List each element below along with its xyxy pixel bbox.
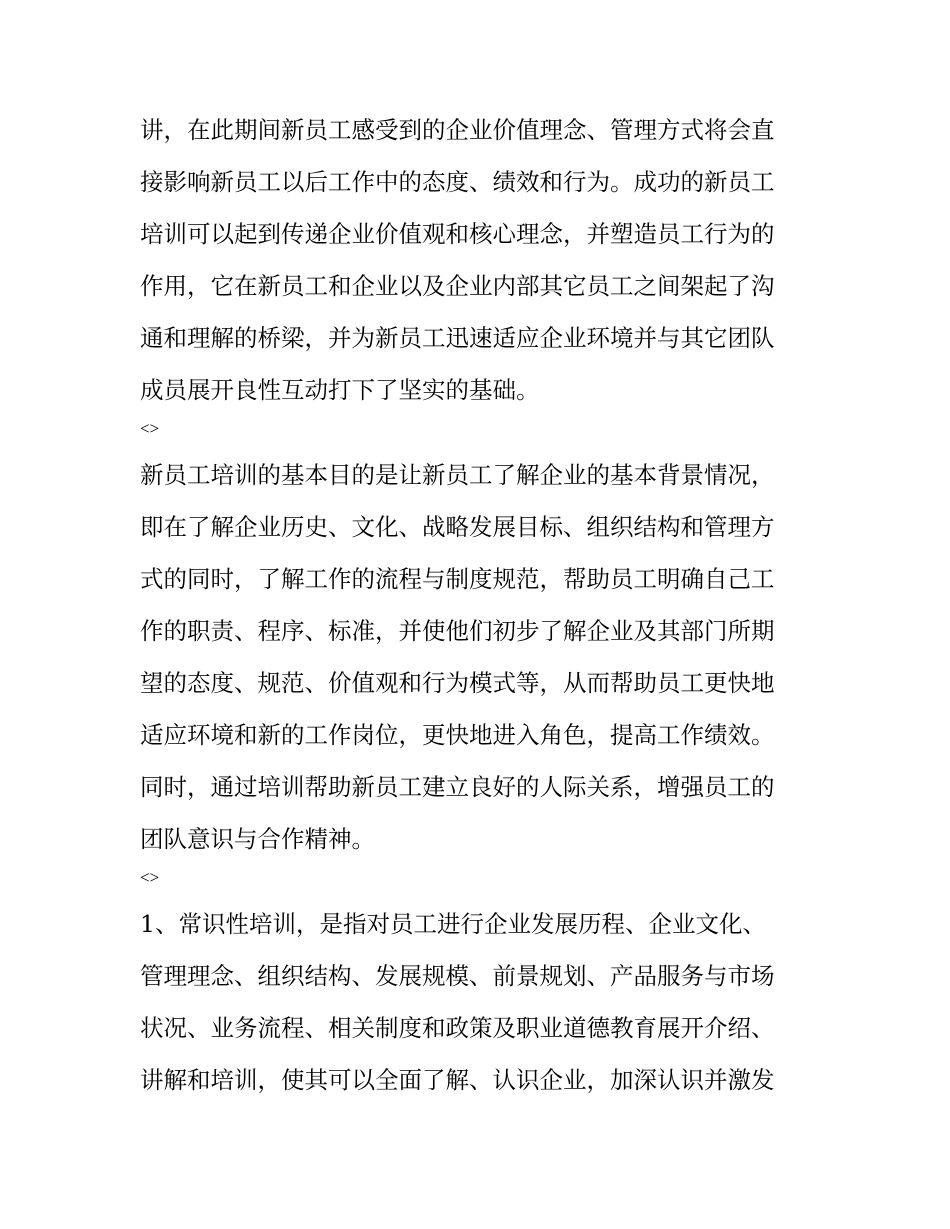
text-line: 接影响新员工以后工作中的态度、绩效和行为。成功的新员工 [140,168,775,196]
text-line: 讲解和培训，使其可以全面了解、认识企业，加深认识并激发 [140,1066,775,1094]
text-line: 同时，通过培训帮助新员工建立良好的人际关系，增强员工的 [140,773,775,801]
text-line: 团队意识与合作精神。 [140,825,375,853]
text-line: 状况、业务流程、相关制度和政策及职业道德教育展开介绍、 [140,1014,775,1042]
text-line: 式的同时，了解工作的流程与制度规范，帮助员工明确自己工 [140,565,775,593]
text-line: 通和理解的桥梁，并为新员工迅速适应企业环境并与其它团队 [140,324,775,352]
section-marker: <> [140,868,160,887]
section-marker: <> [140,419,160,438]
text-line: 讲，在此期间新员工感受到的企业价值理念、管理方式将会直 [140,116,775,144]
text-line: 望的态度、规范、价值观和行为模式等，从而帮助员工更快地 [140,669,775,697]
text-line: 1、常识性培训，是指对员工进行企业发展历程、企业文化、 [140,910,766,938]
text-line: 成员展开良性互动打下了坚实的基础。 [140,376,540,404]
text-line: 即在了解企业历史、文化、战略发展目标、组织结构和管理方 [140,513,775,541]
text-line: 新员工培训的基本目的是让新员工了解企业的基本背景情况， [140,461,775,489]
text-line: 适应环境和新的工作岗位，更快地进入角色，提高工作绩效。 [140,721,775,749]
text-line: 管理理念、组织结构、发展规模、前景规划、产品服务与市场 [140,962,775,990]
text-line: 培训可以起到传递企业价值观和核心理念，并塑造员工行为的 [140,220,775,248]
text-line: 作的职责、程序、标准，并使他们初步了解企业及其部门所期 [140,617,775,645]
text-line: 作用，它在新员工和企业以及企业内部其它员工之间架起了沟 [140,272,775,300]
